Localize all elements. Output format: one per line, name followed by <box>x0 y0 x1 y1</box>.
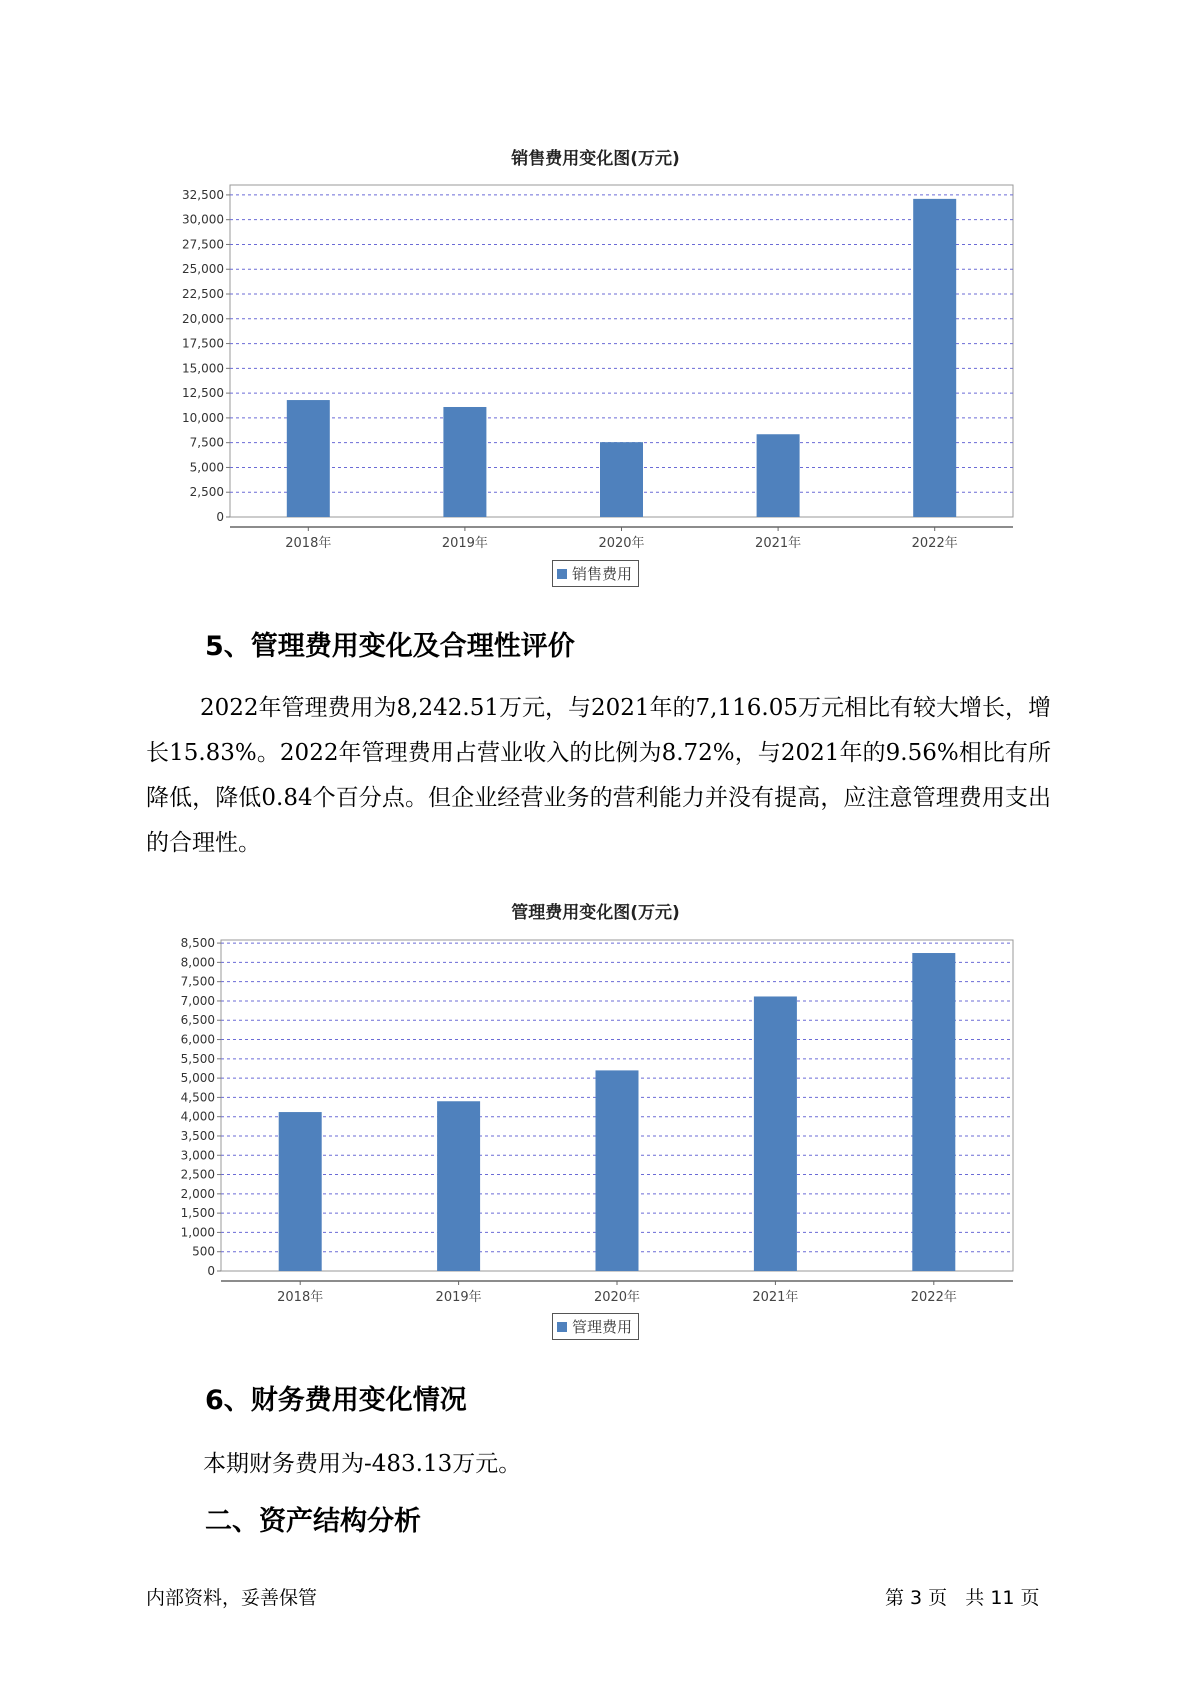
y-tick-label: 0 <box>207 1264 215 1278</box>
footer-page-number: 第 3 页 共 11 页 <box>885 1587 1040 1609</box>
y-tick-label: 15,000 <box>182 361 224 376</box>
y-tick-label: 32,500 <box>182 187 224 202</box>
y-tick-label: 20,000 <box>182 311 224 326</box>
y-tick-label: 4,500 <box>180 1090 215 1105</box>
section-two-heading: 二、资产结构分析 <box>205 1506 421 1537</box>
chart2-legend <box>552 1313 639 1340</box>
section5-heading: 5、管理费用变化及合理性评价 <box>205 631 575 662</box>
x-tick-label: 2021年 <box>752 1290 799 1305</box>
section6-text: 本期财务费用为-483.13万元。 <box>203 1451 522 1477</box>
section6-heading: 6、财务费用变化情况 <box>205 1385 467 1416</box>
y-tick-label: 17,500 <box>182 336 224 351</box>
chart1-title: 销售费用变化图(万元) <box>511 149 680 169</box>
chart1-legend-label: 销售费用 <box>572 565 633 583</box>
bar-2020年 <box>596 1070 639 1271</box>
x-tick-label: 2019年 <box>441 536 488 551</box>
y-tick-label: 4,000 <box>180 1109 215 1124</box>
x-tick-label: 2020年 <box>598 536 645 551</box>
y-tick-label: 2,500 <box>189 485 224 500</box>
y-tick-label: 8,000 <box>180 955 215 970</box>
x-tick-label: 2019年 <box>435 1290 482 1305</box>
section5-paragraph: 2022年管理费用为8,242.51万元，与2021年的7,116.05万元相比有较大增长，增长15.83%。2022年管理费用占营业收入的比例为8.72%，与2021年的9.56%相比有所降低，降低0.84个百分点。但企业经营业务的营利能力并没有提高，应注意管理费用支出的合理性。 <box>146 695 1051 856</box>
legend-swatch <box>557 1322 567 1332</box>
y-tick-label: 7,500 <box>189 435 224 450</box>
y-tick-label: 1,500 <box>180 1206 215 1221</box>
y-tick-label: 10,000 <box>182 410 224 425</box>
y-tick-label: 22,500 <box>182 287 224 302</box>
y-tick-label: 25,000 <box>182 262 224 277</box>
x-tick-label: 2021年 <box>755 536 802 551</box>
y-tick-label: 3,500 <box>180 1128 215 1143</box>
y-tick-label: 5,000 <box>189 460 224 475</box>
y-tick-label: 6,000 <box>180 1032 215 1047</box>
y-tick-label: 5,000 <box>180 1071 215 1086</box>
y-tick-label: 6,500 <box>180 1013 215 1028</box>
footer-confidential: 内部资料，妥善保管 <box>146 1587 318 1609</box>
y-tick-label: 3,000 <box>180 1148 215 1163</box>
x-tick-label: 2020年 <box>593 1290 641 1305</box>
chart2-legend-label: 管理费用 <box>572 1318 633 1336</box>
y-tick-label: 27,500 <box>182 237 224 252</box>
bar-2018年 <box>279 1112 322 1271</box>
chart2-title: 管理费用变化图(万元) <box>511 903 680 923</box>
bar-2019年 <box>437 1101 480 1271</box>
bar-2022年 <box>912 953 955 1271</box>
y-tick-label: 12,500 <box>182 386 224 401</box>
y-tick-label: 5,500 <box>180 1051 215 1066</box>
y-tick-label: 30,000 <box>182 212 224 227</box>
x-tick-label: 2018年 <box>277 1290 324 1305</box>
y-tick-label: 2,000 <box>180 1186 215 1201</box>
y-tick-label: 1,000 <box>180 1225 215 1240</box>
y-tick-label: 7,000 <box>180 993 215 1008</box>
x-tick-label: 2022年 <box>911 536 958 551</box>
y-tick-label: 500 <box>192 1244 215 1259</box>
x-tick-label: 2022年 <box>910 1290 957 1305</box>
y-tick-label: 7,500 <box>180 974 215 989</box>
y-tick-label: 0 <box>216 510 224 524</box>
y-tick-label: 8,500 <box>180 936 215 951</box>
bar-2021年 <box>754 996 797 1271</box>
y-tick-label: 2,500 <box>180 1167 215 1182</box>
x-tick-label: 2018年 <box>285 536 332 551</box>
